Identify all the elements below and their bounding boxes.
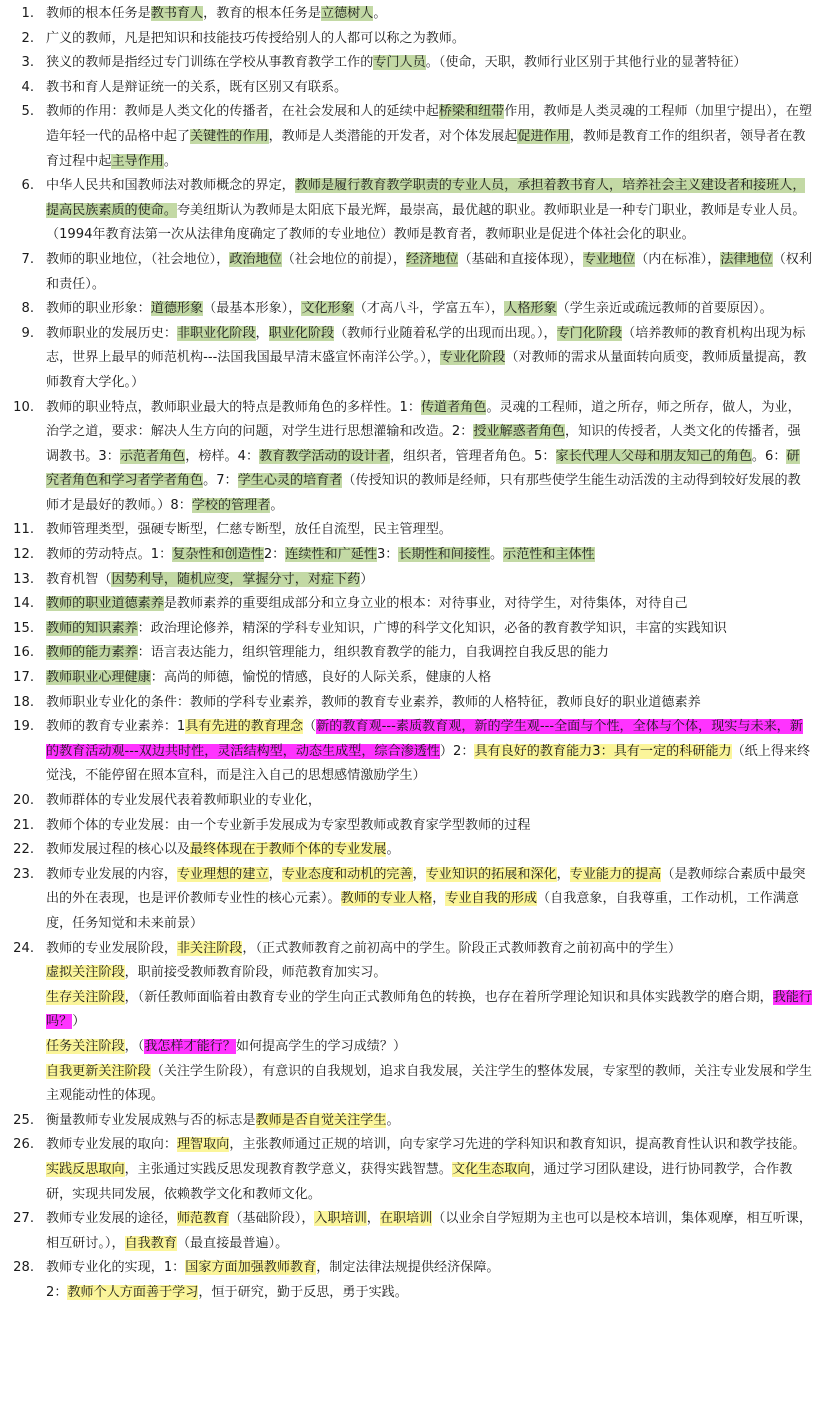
text-segment: ，（新任教师面临着由教育专业的学生向正式教师角色的转换，也存在着所学理论知识和具体实践教学的磨合期，: [124, 989, 773, 1005]
text-segment: 教师专业发展的内容，: [46, 866, 177, 882]
text-segment: （最直接最普遍）。: [176, 1235, 289, 1251]
text-segment: ）: [72, 1014, 86, 1030]
text-segment: 。7：: [203, 473, 238, 489]
list-item: [0, 51, 822, 76]
text-segment: 。: [386, 1112, 400, 1128]
item-number: 25.: [13, 1112, 34, 1128]
item-number: 2.: [21, 30, 34, 46]
item-text: [46, 543, 812, 568]
text-segment: ，通过学习团队建设，进行协同教学，合作教研，实现共同发展，依赖教学文化和教师文化。: [46, 1161, 793, 1202]
item-number: 18.: [13, 694, 34, 710]
list-item: [0, 863, 822, 937]
item-number: 19.: [13, 719, 34, 735]
highlighted-text: 传道者角色: [420, 399, 487, 415]
text-segment: ：高尚的师德，愉悦的情感，良好的人际关系，健康的人格: [150, 670, 492, 686]
text-segment: （才高八斗，学富五车），: [353, 301, 505, 317]
highlighted-text: 教师的知识素养: [46, 620, 138, 636]
list-item: [0, 174, 822, 248]
text-segment: 是教师素养的重要组成部分和立身立业的根本：对待事业，对待学生，对待集体，对待自己: [163, 596, 688, 612]
item-number: 14.: [13, 596, 34, 612]
text-segment: （对教师的需求从量面转向质变，教师质量提高，教师教育大学化。）: [46, 350, 807, 390]
highlighted-text: 专门化阶段: [556, 325, 623, 341]
highlighted-text: 长期性和间接性: [398, 547, 491, 563]
item-text: [46, 617, 812, 642]
list-item: [0, 100, 822, 174]
highlighted-text: 在职培训: [379, 1211, 433, 1227]
item-text: [46, 297, 812, 322]
text-segment: 教师专业发展的途径，: [46, 1211, 177, 1227]
text-segment: （教师行业随着私学的出现而出现。），: [334, 325, 557, 341]
item-text: [46, 51, 812, 76]
highlighted-text: 生存关注阶段: [46, 989, 125, 1005]
item-number: 24.: [13, 940, 34, 956]
continuation-paragraph: [46, 1060, 812, 1109]
highlighted-text: 学校的管理者: [191, 497, 271, 513]
item-number: 8.: [21, 301, 34, 317]
item-number: 16.: [13, 645, 34, 661]
item-number: 6.: [21, 178, 34, 194]
list-item: [0, 691, 822, 716]
list-item: [0, 666, 822, 691]
highlighted-text: 实践反思取向: [46, 1161, 125, 1177]
highlighted-text: 授业解惑者角色: [473, 424, 565, 440]
text-segment: ，（: [124, 1038, 145, 1054]
list-item: [0, 641, 822, 666]
text-segment: （基础阶段），: [229, 1211, 315, 1227]
item-text: [46, 814, 812, 839]
item-number: 22.: [13, 842, 34, 858]
highlighted-text: 职业化阶段: [268, 325, 335, 341]
text-segment: ，主张教师通过正规的培训，向专家学习先进的学科知识和教育知识，提高教育性认识和教学技能。: [229, 1137, 806, 1153]
highlighted-text: 我怎样才能行？: [144, 1038, 236, 1054]
list-item: [0, 838, 822, 863]
item-number: 3.: [21, 55, 34, 71]
highlighted-text: 教师是履行教育教学职责的专业人员，承担着教书育人，培养社会主义建设者和接班人，提高民族素质的使命。: [46, 178, 806, 218]
highlighted-text: 国家方面加强教师教育: [185, 1260, 317, 1276]
item-text: [46, 838, 812, 863]
text-segment: ，教育的根本任务是: [203, 6, 321, 21]
highlighted-text: 教师的专业人格: [340, 891, 433, 907]
highlighted-text: 教师的职业道德素养: [46, 596, 164, 612]
highlighted-text: 示范者角色: [119, 448, 186, 464]
text-segment: ，教师是教育工作的组织者，领导者在教育过程中起: [46, 128, 806, 169]
text-segment: （是教师综合素质中最突出的外在表现，也是评价教师专业性的核心元素）。: [46, 866, 806, 907]
text-segment: 教师的劳动特点。1：: [46, 547, 173, 563]
text-segment: （社会地位的前提），: [281, 251, 407, 267]
text-segment: 2：: [263, 547, 286, 563]
text-segment: （最基本形象），: [203, 301, 302, 317]
text-segment: 教师的职业形象：: [46, 301, 151, 317]
text-segment: ，恒于研究，勤于反思，勇于实践。: [198, 1284, 408, 1300]
highlighted-text: 专业地位: [582, 251, 636, 267]
item-number: 9.: [21, 325, 34, 341]
highlighted-text: 道德形象: [150, 301, 204, 317]
item-text: [46, 715, 812, 789]
text-segment: ，: [432, 891, 446, 907]
item-text: [46, 666, 812, 691]
item-text: [46, 76, 812, 101]
text-segment: 衡量教师专业发展成熟与否的标志是: [46, 1112, 256, 1128]
list-item: [0, 518, 822, 543]
text-segment: 教师的作用：教师是人类文化的传播者，在社会发展和人的延续中起: [46, 104, 439, 120]
text-segment: 教师个体的专业发展：由一个专业新手发展成为专家型教师或教育家学型教师的过程: [46, 817, 531, 833]
highlighted-text: 专业理想的建立: [176, 866, 269, 882]
text-segment: （纸上得来终觉浅，不能停留在照本宣科，而是注入自己的思想感情激励学生）: [46, 743, 811, 784]
list-item: [0, 1256, 822, 1281]
highlighted-text: 主导作用: [111, 153, 164, 169]
text-segment: （学生亲近或疏远教师的首要原因）。: [556, 301, 773, 317]
list-item: [0, 814, 822, 839]
list-item: [0, 617, 822, 642]
highlighted-text: 经济地位: [406, 251, 459, 267]
item-text: [46, 1109, 812, 1134]
list-item: [0, 297, 822, 322]
item-text: [46, 863, 812, 937]
list-item: [0, 322, 822, 396]
highlighted-text: 教书育人: [150, 6, 204, 21]
list-item: [0, 789, 822, 814]
text-segment: （内在标准），: [635, 251, 721, 267]
text-segment: 。: [373, 6, 387, 21]
text-segment: ）2：: [439, 743, 475, 759]
text-segment: 。: [490, 547, 504, 563]
item-number: 17.: [13, 670, 34, 686]
list-item: [0, 592, 822, 617]
item-number: 27.: [13, 1211, 34, 1227]
text-segment: 。6：: [751, 448, 787, 464]
item-number: 28.: [13, 1260, 34, 1276]
highlighted-text: 具有良好的教育能力3：具有一定的科研能力: [474, 743, 732, 759]
item-text: [46, 248, 812, 297]
text-segment: 教师职业的发展历史：: [46, 325, 177, 341]
text-segment: 3：: [376, 547, 399, 563]
highlighted-text: 最终体现在于教师个体的专业发展: [190, 842, 387, 858]
highlighted-text: 示范性和主体性: [503, 547, 595, 563]
text-segment: （权利和责任）。: [46, 251, 812, 292]
item-text: [46, 641, 812, 666]
text-segment: ，: [556, 866, 570, 882]
highlighted-text: 专业化阶段: [439, 350, 506, 366]
item-number: 7.: [21, 251, 34, 267]
list-item: [0, 76, 822, 101]
text-segment: ：政治理论修养，精深的学科专业知识，广博的科学文化知识，必备的教育教学知识，丰富的实践知识: [137, 620, 727, 636]
highlighted-text: 非关注阶段: [176, 940, 243, 956]
highlighted-text: 教师个人方面善于学习: [67, 1284, 199, 1300]
item-text: [46, 1256, 812, 1281]
text-segment: 广义的教师，凡是把知识和技能技巧传授给别人的人都可以称之为教师。: [46, 30, 465, 46]
item-number: 15.: [13, 620, 34, 636]
item-text: [46, 100, 812, 174]
text-segment: 作用，教师是人类灵魂的工程师（加里宁提出），在塑造年轻一代的品格中起了: [46, 104, 812, 144]
highlighted-text: 新的教育观---素质教育观，新的学生观---全面与个性，全体与个体，现实与未来，新的教育活动观---双边共时性，灵活结构型，动态生成型，综合渗透性: [46, 719, 803, 759]
text-segment: 教师的专业发展阶段，: [46, 940, 177, 956]
highlighted-text: 专业自我的形成: [445, 891, 538, 907]
text-segment: （传授知识的教师是经师，只有那些使学生能生动活泼的主动得到较好发展的教师才是最好的教师。）8：: [46, 473, 801, 513]
list-item: [0, 568, 822, 593]
item-text: [46, 1207, 812, 1256]
text-segment: ，主张通过实践反思发现教育教学意义，获得实践智慧。: [124, 1161, 452, 1177]
item-number: 23.: [13, 866, 34, 882]
text-segment: 教师职业专业化的条件：教师的学科专业素养，教师的教育专业素养，教师的人格特征，教师良好的职业道德素养: [46, 694, 701, 710]
text-segment: 教书和育人是辩证统一的关系，既有区别又有联系。: [46, 79, 348, 95]
highlighted-text: 法律地位: [720, 251, 773, 267]
highlighted-text: 教师的能力素养: [46, 645, 138, 661]
text-segment: 教师的职业地位，（社会地位），: [46, 251, 230, 267]
text-segment: 狭义的教师是指经过专门训练在学校从事教育教学工作的: [46, 55, 374, 71]
text-segment: ，职前接受教师教育阶段，师范教育加实习。: [124, 965, 387, 981]
item-text: [46, 937, 812, 962]
item-number: 11.: [13, 522, 34, 538]
text-segment: 教师的根本任务是: [46, 6, 151, 21]
item-number: 10.: [13, 399, 34, 415]
text-segment: 教师群体的专业发展代表着教师职业的专业化，: [46, 793, 321, 808]
list-item: [0, 1133, 822, 1207]
highlighted-text: 教师是否自觉关注学生: [255, 1112, 387, 1128]
text-segment: 。: [386, 842, 400, 858]
highlighted-text: 理智取向: [176, 1137, 230, 1153]
highlighted-text: 教育教学活动的设计者: [259, 448, 391, 464]
highlighted-text: 虚拟关注阶段: [46, 965, 125, 981]
continuation-paragraph: [46, 1035, 812, 1060]
text-segment: ，: [255, 325, 269, 341]
item-number: 5.: [21, 104, 34, 120]
item-number: 1.: [21, 6, 34, 21]
highlighted-text: 专业能力的提高: [569, 866, 662, 882]
highlighted-text: 教师职业心理健康: [46, 670, 151, 686]
list-item: [0, 2, 822, 27]
highlighted-text: 专业态度和动机的完善: [281, 866, 413, 882]
highlighted-text: 专门人员: [373, 55, 426, 71]
text-segment: 教师发展过程的核心以及: [46, 842, 191, 858]
highlighted-text: 人格形象: [504, 301, 557, 317]
item-text: [46, 27, 812, 52]
highlighted-text: 非职业化阶段: [176, 325, 256, 341]
item-text: [46, 518, 812, 543]
text-segment: （: [303, 719, 317, 735]
highlighted-text: 立德树人: [320, 6, 374, 21]
highlighted-text: 连续性和广延性: [285, 547, 377, 563]
text-segment: ）: [360, 571, 374, 587]
highlighted-text: 关键性的作用: [190, 128, 269, 144]
continuation-paragraph: [46, 1281, 812, 1306]
list-item: [0, 248, 822, 297]
text-segment: 教师的教育专业素养：1: [46, 719, 186, 735]
text-segment: ，: [412, 866, 426, 882]
highlighted-text: 文化形象: [301, 301, 354, 317]
text-segment: （自我意象，自我尊重，工作动机，工作满意度，任务知觉和未来前景）: [46, 891, 799, 931]
highlighted-text: 文化生态取向: [451, 1161, 531, 1177]
item-number: 4.: [21, 79, 34, 95]
text-segment: 。（使命，天职，教师行业区别于其他行业的显著特征）: [425, 55, 747, 71]
highlighted-text: 具有先进的教育理念: [185, 719, 304, 735]
highlighted-text: 我能行吗？: [46, 989, 812, 1030]
list-item: [0, 715, 822, 789]
highlighted-text: 入职培训: [314, 1211, 367, 1227]
list-item: [0, 396, 822, 519]
text-segment: 教师专业化的实现，1：: [46, 1260, 186, 1276]
item-number: 26.: [13, 1137, 34, 1153]
item-text: [46, 174, 812, 248]
item-text: [46, 1133, 812, 1207]
text-segment: 夸美纽斯认为教师是太阳底下最光辉，最崇高，最优越的职业。教师职业是一种专门职业，教师是专业人员。（1994年教育法第一次从法律角度确定了教师的专业地位）教师是教育者，教师职业是促进个体社会化的职业。: [46, 202, 806, 243]
item-text: [46, 322, 812, 396]
list-item: [0, 543, 822, 568]
text-segment: （基础和直接体现），: [458, 251, 583, 267]
text-segment: ：语言表达能力，组织管理能力，组织教育教学的能力，自我调控自我反思的能力: [137, 645, 610, 661]
highlighted-text: 桥梁和纽带: [438, 104, 505, 120]
continuation-paragraph: [46, 986, 812, 1035]
item-text: [46, 2, 812, 27]
text-segment: 教师专业发展的取向：: [46, 1137, 177, 1153]
item-number: 21.: [13, 817, 34, 833]
text-segment: ，制定法律法规提供经济保障。: [316, 1260, 500, 1276]
highlighted-text: 学生心灵的培育者: [237, 473, 343, 489]
list-item: [0, 937, 822, 962]
item-number: 13.: [13, 571, 34, 587]
item-text: [46, 396, 812, 519]
highlighted-text: 师范教育: [176, 1211, 230, 1227]
continuation-paragraph: [46, 961, 812, 986]
text-segment: ，知识的传授者，人类文化的传播者，强调教书。3：: [46, 424, 801, 464]
highlighted-text: 专业知识的拓展和深化: [425, 866, 557, 882]
text-segment: 。: [270, 497, 284, 513]
highlighted-text: 自我更新关注阶段: [46, 1063, 151, 1079]
text-segment: ，榜样。4：: [185, 448, 260, 464]
text-segment: ，（正式教师教育之前初高中的学生。阶段正式教师教育之前初高中的学生）: [242, 940, 682, 956]
text-segment: ，教师是人类潜能的开发者，对个体发展起: [268, 128, 518, 144]
text-segment: 教师管理类型，强硬专断型，仁慈专断型，放任自流型，民主管理型。: [46, 522, 452, 538]
list-item: [0, 27, 822, 52]
item-text: [46, 789, 812, 814]
list-item: [0, 1207, 822, 1256]
highlighted-text: 因势利导，随机应变，掌握分寸，对症下药: [111, 571, 361, 587]
text-segment: 2：: [46, 1284, 68, 1300]
text-segment: 。: [163, 153, 177, 169]
highlighted-text: 促进作用: [517, 128, 570, 144]
text-segment: （以业余自学短期为主也可以是校本培训，集体观摩，相互听课，相互研讨。），: [46, 1211, 812, 1251]
highlighted-text: 自我教育: [124, 1235, 177, 1251]
highlighted-text: 政治地位: [229, 251, 282, 267]
text-segment: ，: [268, 866, 282, 882]
highlighted-text: 研究者角色和学习者学者角色: [46, 448, 800, 489]
text-segment: 教师的职业特点，教师职业最大的特点是教师角色的多样性。1：: [46, 399, 421, 415]
text-segment: 如何提高学生的学习成绩？）: [235, 1038, 407, 1054]
text-segment: 中华人民共和国教师法对教师概念的界定，: [46, 178, 295, 194]
highlighted-text: 任务关注阶段: [46, 1038, 125, 1054]
text-segment: 教育机智（: [46, 571, 112, 587]
item-number: 12.: [13, 547, 34, 563]
item-text: [46, 592, 812, 617]
text-segment: 。灵魂的工程师，道之所存，师之所存，做人，为业，治学之道，要求：解决人生方向的问题，对学生进行思想灌输和改造。2：: [46, 399, 801, 440]
item-number: 20.: [13, 793, 34, 808]
text-segment: ，组织者，管理者角色。5：: [390, 448, 556, 464]
text-segment: （关注学生阶段），有意识的自我规划，追求自我发展，关注学生的整体发展，专家型的教师，关注专业发展和学生主观能动性的体现。: [46, 1063, 812, 1104]
text-segment: ，: [366, 1211, 380, 1227]
item-text: [46, 691, 812, 716]
highlighted-text: 家长代理人父母和朋友知己的角色: [555, 448, 752, 464]
text-segment: （培养教师的教育机构出现为标志，世界上最早的师范机构---法国我国最早清末盛宣怀南洋公学。），: [46, 325, 806, 366]
highlighted-text: 复杂性和创造性: [172, 547, 264, 563]
item-text: [46, 568, 812, 593]
list-item: [0, 1109, 822, 1134]
